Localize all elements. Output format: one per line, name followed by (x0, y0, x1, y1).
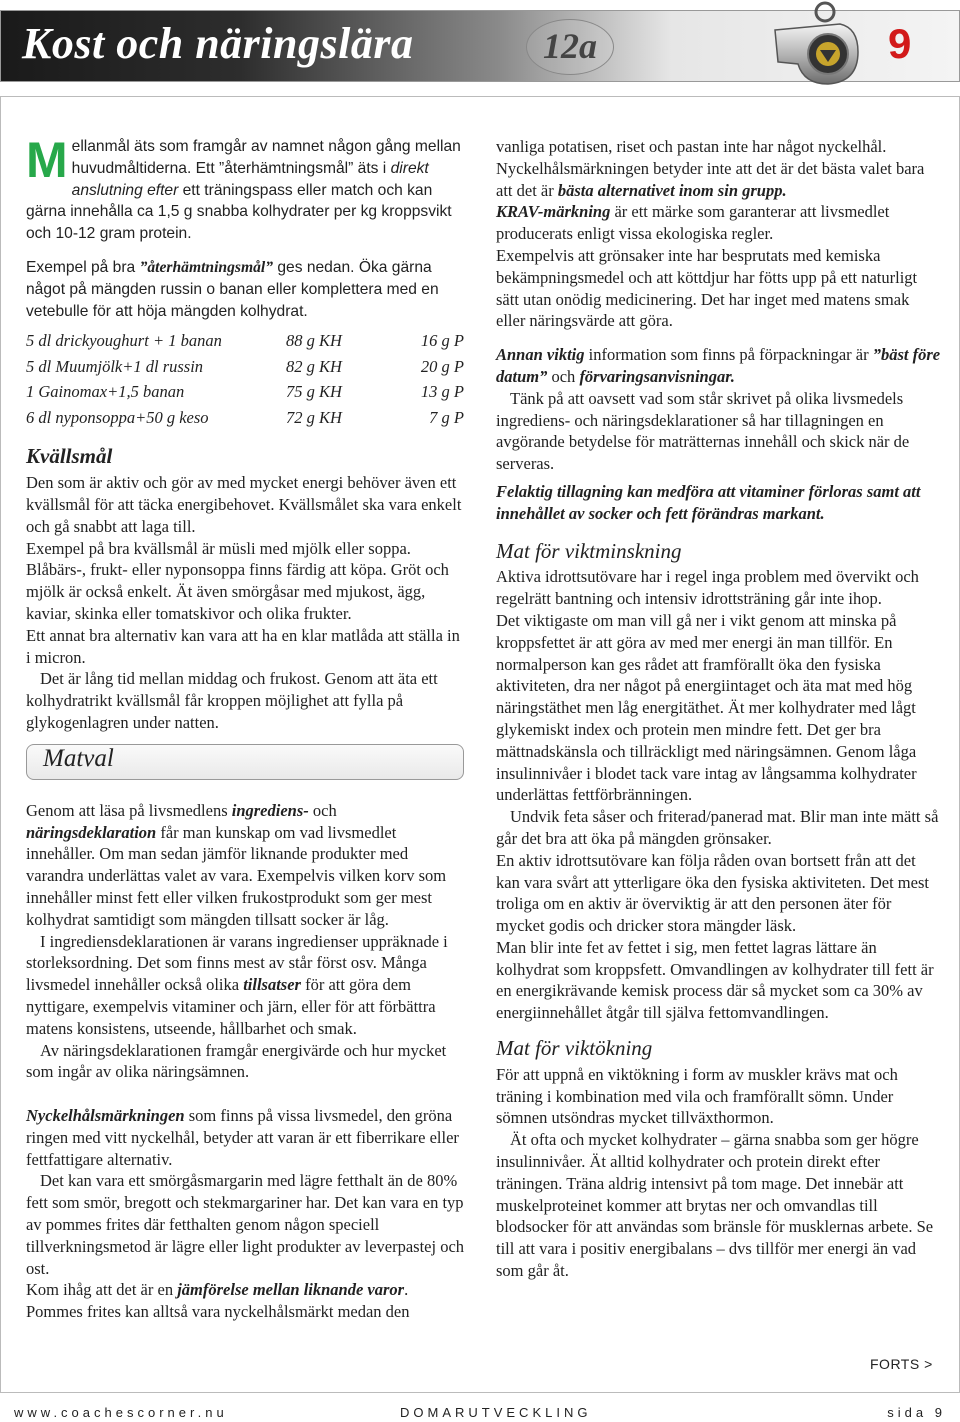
body-paragraph: Det är lång tid mellan middag och frukost. Genom att äta ett kolhydratrikt kvällsmål får kroppen möjlighet att fylla på glykogenlagren under natten. (26, 669, 438, 732)
body-paragraph: I ingrediensdeklarationen är varans ingredienser uppräknade i storleksordning. Det som finns mest av står först osv. Många livsmedel innehåller också olika tillsatser för att göra dem nyttigare, exempelvis vitaminer och järn, eller för att förbättra matens konsistens, utseende, hållbarhet och smak. (26, 931, 448, 1038)
body-paragraph: vanliga potatisen, riset och pastan inte har något nyckelhål. (496, 137, 887, 156)
right-column (496, 136, 942, 1282)
body-paragraph: Kom ihåg att det är en jämförelse mellan liknande varor. (26, 1280, 409, 1300)
body-paragraph: Nyckelhålsmärkningen betyder inte att det är det bästa valet bara att det är bästa alternativet inom sin grupp. (496, 158, 925, 200)
example-paragraph: Exempel på bra ”återhämtningsmål” ges nedan. Öka gärna något på mängden russin o banan eller komplettera med en vetebulle för att höja mängden kolhydrat. (26, 258, 439, 320)
viktokning-heading: Mat för viktökning (496, 1036, 653, 1061)
kvallsmal-heading: Kvällsmål (26, 444, 113, 469)
body-paragraph: Exempel på bra kvällsmål är müsli med mjölk eller soppa. Blåbärs-, frukt- eller nyponsoppa finns färdig att köpa. Gröt och mjölk är också enkelt. Ät även smörgåsar med mjukost, ägg, kaviar, skinka eller tomatskivor och olika frukter. (26, 538, 449, 623)
body-paragraph: Nyckelhålsmärkningen som finns på vissa livsmedel, den gröna ringen med vitt nyckelhål, betyder att varan är ett fiberrikare eller fettfattigare alternativ. (26, 1106, 459, 1169)
page-title: Kost och näringslära (22, 19, 414, 68)
footer-page: sida 9 (887, 1405, 946, 1420)
left-column (26, 132, 466, 1323)
body-paragraph: Ät ofta och mycket kolhydrater – gärna snabba som ger högre insulinnivåer. Ät alltid kolhydrater och protein direkt efter träningen. Träna aldrig intensivt på tom mage. Det innebär att muskelproteinet kommer att brytas ner och omvandlas till blodsocker för att användas som bränsle för musklernas arbete. Se till att vara i positiv energibalans – dvs tillför mer energi än vad som går åt. (496, 1130, 934, 1281)
chapter-badge: 12a (526, 19, 614, 75)
drop-cap: M (26, 132, 68, 188)
intro-paragraph: Mellanmål äts som framgår av namnet någon gång mellan huvudmåltiderna. Ett ”återhämtningsmål” äts i direkt anslutning efter ett träningspass eller match och kan gärna innehålla ca 1,5 g snabba kolhydrater per kg kroppsvikt och 10-12 gram protein. (26, 132, 461, 243)
body-paragraph: Det viktigaste om man vill gå ner i vikt genom att minska på kroppsfettet är att göra av med mer energi än man tillför. En normalperson kan ges rådet att framförallt öka den fysiska aktiviteten, dra ner något på energiintaget och äta mat med hög näringstäthet men låg energitäthet. Ät mer kolhydrater med lågt glykemiskt index och protein men mindre fett. Det ger bra mättnadskänsla och tillräckligt med näringsämnen. Genom låga insulinnivåer i blodet tack vare intag av långsamma kolhydrater underlättas fettförbränningen. (496, 610, 917, 805)
list-item: 6 dl nyponsoppa+50 g keso 72 g KH 7 g P (26, 407, 464, 427)
page-header (0, 0, 960, 92)
footer-section: DOMARUTVECKLING (400, 1405, 592, 1420)
body-paragraph: Man blir inte fet av fettet i sig, men fettet lagras lättare än kolhydrat som kroppsfett. Omvandlingen av kolhydrater till fett är en energikrävande kemisk process där så mycket som ca 30% av energiinnehållet åtgår till själva fettomvandlingen. (496, 937, 934, 1023)
highlight-paragraph: Felaktig tillagning kan medföra att vitaminer förloras samt att innehållet av socker och fett förändras markant. (496, 481, 921, 523)
body-paragraph: Det kan vara ett smörgåsmargarin med lägre fetthalt än de 80% fett som smör, bregott och stekmargariner har. Det kan vara en typ av pommes frites där fetthalten genom någon speciell tillverkningsmetod är lägre eller light produkter av leverpastej och ost. (26, 1171, 465, 1278)
footer-website[interactable]: www.coachescorner.nu (14, 1405, 228, 1420)
body-paragraph: Genom att läsa på livsmedlens ingrediens- och näringsdeklaration får man kunskap om vad livsmedlet innehåller. Om man sedan jämför liknande produkter med varandra underlättas valet av vara. Exempelvis vilken korv som innehåller minst fett eller vilken frukostprodukt som ger mest kolhydrat samtidigt som mängden tillsatt socker är låg. (26, 800, 447, 929)
list-item: 1 Gainomax+1,5 banan 75 g KH 13 g P (26, 382, 464, 402)
body-paragraph: Annan viktig information som finns på förpackningar är ”bäst före datum” och förvaringsanvisningar. (496, 345, 941, 386)
viktminskning-heading: Mat för viktminskning (496, 538, 682, 563)
page-number: 9 (888, 20, 912, 67)
body-paragraph: Pommes frites kan alltså vara nyckelhålsmärkt medan den (26, 1302, 410, 1322)
continued-link[interactable]: FORTS > (870, 1356, 933, 1372)
whistle-icon (700, 0, 870, 92)
body-paragraph: Aktiva idrottsutövare har i regel inga problem med övervikt och regelrätt bantning och intensiv idrottsträning går inte ihop. (496, 567, 919, 609)
body-paragraph: KRAV-märkning är ett märke som garanterar att livsmedlet producerats enligt vissa ekologiska regler. (496, 202, 890, 244)
body-paragraph: Undvik feta såser och friterad/panerad mat. Blir man inte mätt så går det bra att öka på mängden grönsaker. (496, 807, 939, 848)
body-paragraph: Exempelvis att grönsaker inte har besprutats med kemiska bekämpningsmedel och att köttdjur har fötts upp på ett naturligt sätt utan onödig medicinering. Det har inget med matens smak eller näringsvärde att göra. (496, 245, 918, 331)
matval-heading-box (26, 744, 464, 780)
body-paragraph: En aktiv idrottsutövare kan följa råden ovan bortsett från att det kan vara svårt att ytterligare öka den fysiska aktiviteten. Det mest troliga om en aktiv är överviktig är att den personen äter för mycket godis och dricker stora mängder läsk. (496, 850, 929, 936)
recovery-meal-list (26, 330, 466, 432)
list-item: 5 dl drickyoughurt + 1 banan 88 g KH 16 g P (26, 331, 464, 351)
body-paragraph: Ett annat bra alternativ kan vara att ha en klar matlåda att ställa in i micron. (26, 625, 460, 667)
matval-heading: Matval (43, 744, 114, 772)
body-paragraph: Tänk på att oavsett vad som står skrivet på olika livsmedels ingrediens- och näringsdeklarationer så har tillagningen en avgörande betydelse för maträtternas innehåll och skick när de serveras. (496, 388, 910, 474)
body-paragraph: För att uppnå en viktökning i form av muskler krävs mat och träning i kombination med vila och framförallt sömn. Under sömnen utsöndras mycket tillväxthormon. (496, 1064, 898, 1128)
body-paragraph: Av näringsdeklarationen framgår energivärde och hur mycket som ingår av olika näringsämnen. (26, 1040, 447, 1082)
list-item: 5 dl Muumjölk+1 dl russin 82 g KH 20 g P (26, 356, 464, 376)
body-paragraph: Den som är aktiv och gör av med mycket energi behöver även ett kvällsmål för att täcka energibehovet. Kvällsmålet ska vara enkelt och gå snabbt att laga till. (26, 473, 462, 536)
